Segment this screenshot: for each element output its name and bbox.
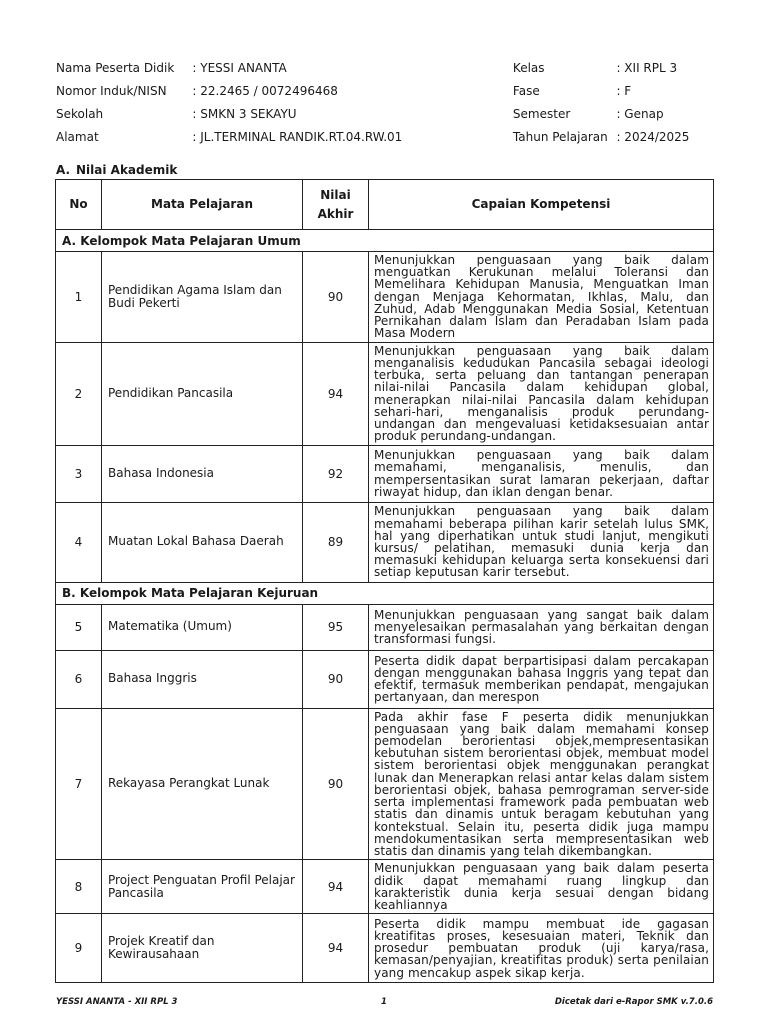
subject-number: 2 bbox=[56, 342, 102, 445]
grades-table bbox=[55, 179, 714, 983]
competency-description: Peserta didik dapat berpartisipasi dalam percakapan dengan menggunakan bahasa Inggris yang tepat dan efektif, termasuk memberikan pendapat, mengajukan pertanyaan, dan merespon bbox=[369, 650, 714, 708]
footer-page-number: 1 bbox=[381, 997, 387, 1007]
subject-name: Project Penguatan Profil Pelajar Pancasila bbox=[102, 860, 303, 914]
address-label: Alamat bbox=[56, 129, 99, 144]
school-label: Sekolah bbox=[56, 106, 104, 121]
table-row bbox=[56, 252, 714, 343]
phase-value: : F bbox=[616, 83, 632, 98]
subject-name: Pendidikan Agama Islam dan Budi Pekerti bbox=[102, 252, 303, 343]
name-value: : YESSI ANANTA bbox=[192, 60, 287, 75]
table-row bbox=[56, 342, 714, 445]
table-row bbox=[56, 860, 714, 914]
subject-number: 4 bbox=[56, 502, 102, 582]
competency-description: Pada akhir fase F peserta didik menunjukkan penguasaan yang baik dalam memahami konsep pemodelan berorientasi objek,mempresentasikan kebutuhan sistem berorientasi objek, membuat model sistem berorientasi objek menggunakan perangkat lunak dan Menerapkan relasi antar kelas dalam sistem berorientasi objek, bahasa pemrograman server-side serta implementasi framework pada pembuatan web statis dan dinamis untuk beragam kebutuhan yang kontekstual. Selain itu, peserta didik juga mampu mendokumentasikan serta mempresentasikan web statis dan dinamis yang telah dikembangkan. bbox=[369, 708, 714, 860]
group-row bbox=[56, 582, 714, 604]
header-no: No bbox=[56, 180, 102, 230]
final-score: 90 bbox=[303, 650, 369, 708]
identity-row bbox=[56, 79, 716, 102]
student-identity bbox=[56, 56, 716, 148]
identity-row bbox=[56, 102, 716, 125]
subject-number: 7 bbox=[56, 708, 102, 860]
subject-number: 9 bbox=[56, 914, 102, 983]
competency-description: Menunjukkan penguasaan yang sangat baik dalam menyelesaikan permasalahan yang berkaitan dengan transformasi fungsi. bbox=[369, 604, 714, 650]
final-score: 95 bbox=[303, 604, 369, 650]
subject-number: 6 bbox=[56, 650, 102, 708]
table-row bbox=[56, 604, 714, 650]
group-title: B. Kelompok Mata Pelajaran Kejuruan bbox=[56, 582, 714, 604]
subject-name: Projek Kreatif dan Kewirausahaan bbox=[102, 914, 303, 983]
subject-number: 5 bbox=[56, 604, 102, 650]
header-score-line2: Akhir bbox=[317, 206, 354, 221]
phase-label: Fase bbox=[512, 83, 540, 98]
identity-row bbox=[56, 56, 716, 79]
competency-description: Peserta didik mampu membuat ide gagasan kreatifitas proses, kesesuaian materi, Teknik dan prosedur pembuatan produk (uji karya/rasa, kemasan/penyajian, kreatifitas produk) serta penilaian yang mencakup aspek sikap kerja. bbox=[369, 914, 714, 983]
subject-name: Bahasa Indonesia bbox=[102, 445, 303, 502]
subject-name: Muatan Lokal Bahasa Daerah bbox=[102, 502, 303, 582]
name-label: Nama Peserta Didik bbox=[56, 60, 175, 75]
competency-description: Menunjukkan penguasaan yang baik dalam memahami, menganalisis, menulis, dan mempersentasikan surat lamaran pekerjaan, daftar riwayat hidup, dan iklan dengan benar. bbox=[369, 445, 714, 502]
table-header-row bbox=[56, 180, 714, 230]
school-value: : SMKN 3 SEKAYU bbox=[192, 106, 297, 121]
competency-description: Menunjukkan penguasaan yang baik dalam peserta didik dapat memahami ruang lingkup dan karakteristik dunia kerja sesuai dengan bidang keahliannya bbox=[369, 860, 714, 914]
academic-year-label: Tahun Pelajaran bbox=[512, 129, 608, 144]
table-row bbox=[56, 650, 714, 708]
group-row bbox=[56, 230, 714, 252]
section-heading bbox=[56, 163, 177, 177]
footer-student: YESSI ANANTA - XII RPL 3 bbox=[56, 997, 178, 1007]
final-score: 94 bbox=[303, 914, 369, 983]
header-subject: Mata Pelajaran bbox=[102, 180, 303, 230]
subject-number: 8 bbox=[56, 860, 102, 914]
identity-row bbox=[56, 125, 716, 148]
competency-description: Menunjukkan penguasaan yang baik dalam menguatkan Kerukunan melalui Toleransi dan Memelihara Kehidupan Manusia, Menguatkan Iman dengan Menjaga Kehormatan, Ikhlas, Malu, dan Zuhud, Adab Menggunakan Media Sosial, Ketentuan Pernikahan dalam Islam dan Peradaban Islam pada Masa Modern bbox=[369, 252, 714, 343]
section-number: A. bbox=[56, 163, 71, 177]
class-value: : XII RPL 3 bbox=[616, 60, 678, 75]
subject-name: Pendidikan Pancasila bbox=[102, 342, 303, 445]
section-title-text: Nilai Akademik bbox=[76, 163, 178, 177]
final-score: 94 bbox=[303, 342, 369, 445]
table-row bbox=[56, 502, 714, 582]
table-row bbox=[56, 708, 714, 860]
group-title: A. Kelompok Mata Pelajaran Umum bbox=[56, 230, 714, 252]
competency-description: Menunjukkan penguasaan yang baik dalam memahami beberapa pilihan karir setelah lulus SMK, hal yang diperhatikan untuk studi lanjut, mengikuti kursus/ pelatihan, memasuki dunia kerja dan memasuki kehidupan keluarga serta konsekuensi dari setiap keputusan karir tersebut. bbox=[369, 502, 714, 582]
subject-name: Rekayasa Perangkat Lunak bbox=[102, 708, 303, 860]
semester-value: : Genap bbox=[616, 106, 664, 121]
academic-year-value: : 2024/2025 bbox=[616, 129, 690, 144]
final-score: 89 bbox=[303, 502, 369, 582]
header-score bbox=[303, 180, 369, 230]
final-score: 90 bbox=[303, 252, 369, 343]
footer-printed-by: Dicetak dari e-Rapor SMK v.7.0.6 bbox=[554, 997, 713, 1007]
grades-body bbox=[56, 230, 714, 983]
header-competency: Capaian Kompetensi bbox=[369, 180, 714, 230]
table-row bbox=[56, 445, 714, 502]
subject-number: 1 bbox=[56, 252, 102, 343]
class-label: Kelas bbox=[512, 60, 545, 75]
final-score: 94 bbox=[303, 860, 369, 914]
final-score: 90 bbox=[303, 708, 369, 860]
nisn-value: : 22.2465 / 0072496468 bbox=[192, 83, 338, 98]
subject-name: Bahasa Inggris bbox=[102, 650, 303, 708]
subject-number: 3 bbox=[56, 445, 102, 502]
semester-label: Semester bbox=[512, 106, 571, 121]
table-row bbox=[56, 914, 714, 983]
final-score: 92 bbox=[303, 445, 369, 502]
header-score-line1: Nilai bbox=[320, 187, 351, 202]
competency-description: Menunjukkan penguasaan yang baik dalam menganalisis kedudukan Pancasila sebagai ideologi terbuka, serta peluang dan tantangan penerapan nilai-nilai Pancasila dalam kehidupan global, menerapkan nilai-nilai Pancasila dalam kehidupan sehari-hari, menganalisis produk perundang-undangan dan mengevaluasi ketidaksesuaian antar produk perundang-undangan. bbox=[369, 342, 714, 445]
nisn-label: Nomor Induk/NISN bbox=[56, 83, 167, 98]
subject-name: Matematika (Umum) bbox=[102, 604, 303, 650]
address-value: : JL.TERMINAL RANDIK.RT.04.RW.01 bbox=[192, 129, 403, 144]
